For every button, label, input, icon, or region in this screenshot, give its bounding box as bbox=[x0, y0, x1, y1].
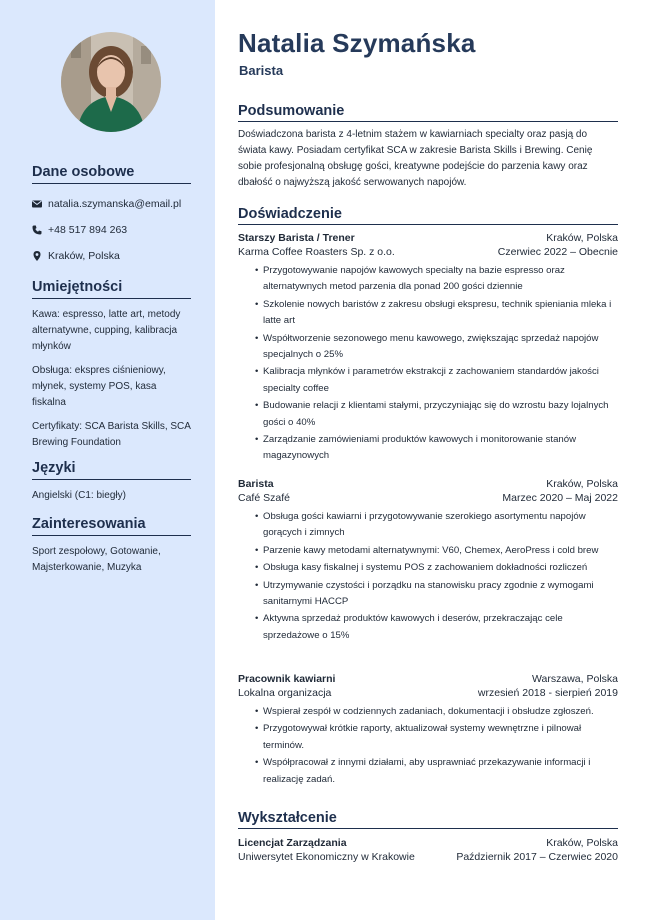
bullet-item: • Współpracował z innymi działami, aby usprawniać przekazywanie informacji i realizację zadań. bbox=[255, 755, 618, 788]
education-location: Kraków, Polska bbox=[546, 837, 618, 849]
candidate-name: Natalia Szymańska bbox=[238, 28, 476, 58]
skill-item: Obsługa: ekspres ciśnieniowy, młynek, systemy POS, kasa fiskalna bbox=[32, 365, 166, 408]
interests-text: Sport zespołowy, Gotowanie, Majsterkowanie, Muzyka bbox=[32, 546, 161, 573]
phone-icon bbox=[32, 225, 42, 235]
job-bullets bbox=[238, 704, 618, 788]
skills-section bbox=[32, 279, 191, 459]
email-text: natalia.szymanska@email.pl bbox=[48, 198, 182, 210]
envelope-icon bbox=[32, 199, 42, 209]
interests-section bbox=[32, 516, 191, 584]
job-location: Warszawa, Polska bbox=[532, 673, 618, 685]
school-name: Uniwersytet Ekonomiczny w Krakowie bbox=[238, 851, 415, 863]
job-location: Kraków, Polska bbox=[546, 478, 618, 490]
job-company: Lokalna organizacja bbox=[238, 687, 332, 699]
job-company: Café Szafé bbox=[238, 492, 290, 504]
job-entry bbox=[238, 477, 618, 645]
languages-section bbox=[32, 460, 191, 512]
job-title: Starszy Barista / Trener bbox=[238, 232, 355, 244]
experience-heading: Doświadczenie bbox=[238, 206, 618, 225]
bullet-item: • Aktywna sprzedaż produktów kawowych i deserów, przekraczając cele sprzedażowe o 15% bbox=[255, 611, 618, 644]
job-title: Barista bbox=[238, 478, 274, 490]
location-pin-icon bbox=[32, 251, 42, 261]
bullet-item: • Utrzymywanie czystości i porządku na stanowisku pracy zgodnie z wymogami sanitarnymi HACCP bbox=[255, 578, 618, 611]
summary-heading: Podsumowanie bbox=[238, 103, 618, 122]
location-text: Kraków, Polska bbox=[48, 250, 120, 262]
personal-section bbox=[32, 164, 191, 274]
location-row bbox=[32, 248, 191, 264]
bullet-item: • Budowanie relacji z klientami stałymi, przyczyniając się do wzrostu bazy lojalnych gości o 40% bbox=[255, 398, 618, 431]
profile-photo bbox=[61, 32, 161, 132]
bullet-item: • Obsługa kasy fiskalnej i systemu POS z zachowaniem dokładności rozliczeń bbox=[255, 560, 618, 576]
email-row bbox=[32, 196, 191, 212]
bullet-item: • Kalibracja młynków i parametrów ekstrakcji z zachowaniem standardów jakości specialty coffee bbox=[255, 364, 618, 397]
language-item: Angielski (C1: biegły) bbox=[32, 490, 126, 501]
education-dates: Październik 2017 – Czerwiec 2020 bbox=[456, 851, 618, 863]
job-entry bbox=[238, 231, 618, 466]
languages-heading: Języki bbox=[32, 460, 191, 480]
bullet-item: • Szkolenie nowych baristów z zakresu obsługi ekspresu, technik spieniania mleka i latte art bbox=[255, 297, 618, 330]
job-dates: wrzesień 2018 - sierpień 2019 bbox=[477, 687, 618, 699]
job-company: Karma Coffee Roasters Sp. z o.o. bbox=[238, 246, 395, 258]
job-bullets bbox=[238, 263, 618, 465]
phone-text: +48 517 894 263 bbox=[48, 224, 128, 236]
bullet-item: • Parzenie kawy metodami alternatywnymi: V60, Chemex, AeroPress i cold brew bbox=[255, 543, 618, 559]
education-section bbox=[238, 810, 618, 864]
degree-title: Licencjat Zarządzania bbox=[238, 837, 347, 849]
summary-section bbox=[238, 103, 618, 191]
summary-text: Doświadczona barista z 4-letnim stażem w kawiarniach specialty oraz pasją do świata kawy. Posiadam certyfikat SCA w zakresie Barista Skills i Brewing. Cenię sobie profesjonalną obsługę gości, kreatywne podejście do parzenia kawy oraz dbałość o najwyższą jakość serwowanych napojów. bbox=[238, 129, 593, 188]
education-heading: Wykształcenie bbox=[238, 810, 618, 829]
candidate-role: Barista bbox=[239, 63, 284, 78]
job-dates: Czerwiec 2022 – Obecnie bbox=[497, 246, 618, 258]
bullet-item: • Obsługa gości kawiarni i przygotowywanie szerokiego asortymentu napojów gorących i zimnych bbox=[255, 509, 618, 542]
job-entry bbox=[238, 672, 618, 789]
skills-heading: Umiejętności bbox=[32, 279, 191, 299]
job-location: Kraków, Polska bbox=[546, 232, 618, 244]
skill-item: Certyfikaty: SCA Barista Skills, SCA Brewing Foundation bbox=[32, 421, 191, 448]
job-dates: Marzec 2020 – Maj 2022 bbox=[502, 492, 618, 504]
bullet-item: • Przygotowywanie napojów kawowych specialty na bazie espresso oraz alternatywnych metod parzenia dla ponad 200 gości dziennie bbox=[255, 263, 618, 296]
phone-row bbox=[32, 222, 191, 238]
experience-heading-wrap bbox=[238, 206, 618, 225]
skill-item: Kawa: espresso, latte art, metody alternatywne, cupping, kalibracja młynków bbox=[32, 309, 181, 352]
job-title: Pracownik kawiarni bbox=[238, 673, 336, 685]
bullet-item: • Zarządzanie zamówieniami produktów kawowych i monitorowanie stanów magazynowych bbox=[255, 432, 618, 465]
job-bullets bbox=[238, 509, 618, 644]
bullet-item: • Przygotowywał krótkie raporty, aktualizował systemy wewnętrzne i pilnował terminów. bbox=[255, 721, 618, 754]
bullet-item: • Współtworzenie sezonowego menu kawowego, zwiększając sprzedaż napojów specjalnych o 25% bbox=[255, 331, 618, 364]
personal-heading: Dane osobowe bbox=[32, 164, 191, 184]
interests-heading: Zainteresowania bbox=[32, 516, 191, 536]
bullet-item: • Wspierał zespół w codziennych zadaniach, dokumentacji i obsłudze zgłoszeń. bbox=[255, 704, 618, 720]
